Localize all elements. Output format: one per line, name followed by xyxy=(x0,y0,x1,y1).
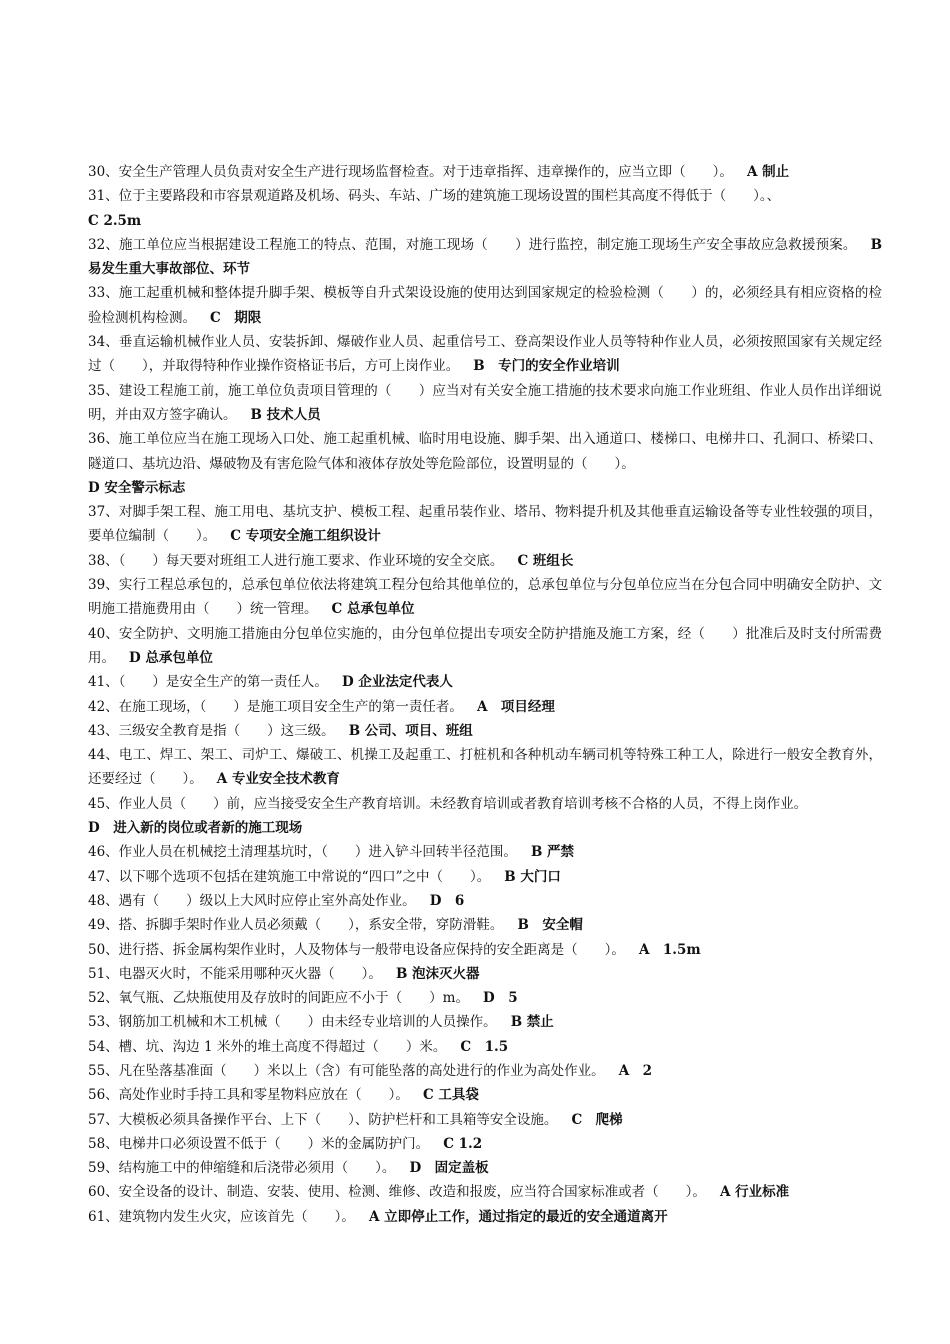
question-item xyxy=(88,670,882,694)
answer-text: D 企业法定代表人 xyxy=(341,674,453,691)
question-item xyxy=(88,1180,882,1204)
answer-text: B 禁止 xyxy=(510,1014,554,1031)
question-item xyxy=(88,622,882,671)
question-text: 30、安全生产管理人员负责对安全生产进行现场监督检查。对于违章指挥、违章操作的，应当立即（ ）。 xyxy=(88,164,733,180)
question-text: 40、安全防护、文明施工措施由分包单位实施的，由分包单位提出专项安全防护措施及施工方案，经（ ）批准后及时支付所需费用。 xyxy=(88,625,882,666)
question-item xyxy=(88,1035,882,1059)
answer-text: A 1.5m xyxy=(638,941,701,958)
question-text: 31、位于主要路段和市容景观道路及机场、码头、车站、广场的建筑施工现场设置的围栏其高度不得低于（ ）。、 xyxy=(88,188,781,205)
question-text: 53、钢筋加工机械和木工机械（ ）由未经专业培训的人员操作。 xyxy=(88,1014,497,1031)
answer-text: B 技术人员 xyxy=(250,406,321,423)
question-item xyxy=(88,1156,882,1180)
answer-text: B 严禁 xyxy=(530,844,575,861)
answer-text: B 大门口 xyxy=(504,868,561,885)
question-item xyxy=(88,986,882,1010)
question-text: 41、（ ）是安全生产的第一责任人。 xyxy=(88,674,328,691)
question-item xyxy=(88,233,896,282)
question-text: 48、遇有（ ）级以上大风时应停止室外高处作业。 xyxy=(88,892,416,909)
answer-text: C 2.5m xyxy=(88,212,142,229)
answer-text: C 1.2 xyxy=(443,1135,483,1152)
question-text: 54、槽、坑、沟边 1 米外的堆土高度不得超过（ ）米。 xyxy=(88,1038,447,1055)
question-item xyxy=(88,938,882,962)
answer-text: B 易发生重大事故部位、环节 xyxy=(88,236,896,278)
question-text: 46、作业人员在机械挖土清理基坑时，（ ）进入铲斗回转半径范围。 xyxy=(88,844,517,861)
question-text: 38、（ ）每天要对班组工人进行施工要求、作业环境的安全交底。 xyxy=(88,552,504,569)
question-text: 32、施工单位应当根据建设工程施工的特点、范围，对施工现场（ ）进行监控，制定施工现场生产安全事故应急救援预案。 xyxy=(88,236,857,253)
question-item xyxy=(88,1010,882,1034)
answer-text: C 爬梯 xyxy=(571,1111,623,1128)
question-item xyxy=(88,427,882,500)
question-item xyxy=(88,1205,882,1229)
question-text: 50、进行搭、拆金属构架作业时，人及物体与一般带电设备应保持的安全距离是（ ）。 xyxy=(88,941,625,958)
question-text: 39、实行工程总承包的，总承包单位依法将建筑工程分包给其他单位的，总承包单位与分包单位应当在分包合同中明确安全防护、文明施工措施费用由（ ）统一管理。 xyxy=(88,577,882,618)
answer-text: B 公司、项目、班组 xyxy=(348,722,473,739)
question-item xyxy=(88,962,882,986)
answer-text: A 行业标准 xyxy=(719,1184,790,1201)
question-item xyxy=(88,695,882,719)
answer-text: C 班组长 xyxy=(517,552,574,569)
answer-text: D 6 xyxy=(429,892,465,909)
question-text: 51、电器灭火时，不能采用哪种灭火器（ ）。 xyxy=(88,965,382,982)
question-item xyxy=(88,1108,882,1132)
question-text: 36、施工单位应当在施工现场入口处、施工起重机械、临时用电设施、脚手架、出入通道口、楼梯口、电梯井口、孔洞口、桥梁口、隧道口、基坑边沿、爆破物及有害危险气体和液体存放处等危险部位，设置明显的（ ）。 xyxy=(88,431,882,472)
answer-text: B 专门的安全作业培训 xyxy=(473,358,620,375)
question-text: 33、施工起重机械和整体提升脚手架、模板等自升式架设设施的使用达到国家规定的检验检测（ ）的，必须经具有相应资格的检验检测机构检测。 xyxy=(88,285,882,326)
answer-text: C 工具袋 xyxy=(422,1087,479,1104)
question-text: 58、电梯井口必须设置不低于（ ）米的金属防护门。 xyxy=(88,1135,430,1152)
question-item xyxy=(88,1083,882,1107)
question-list xyxy=(88,160,896,1229)
answer-text: B 安全帽 xyxy=(517,917,583,934)
question-text: 45、作业人员（ ）前，应当接受安全生产教育培训。未经教育培训或者教育培训考核不合格的人员，不得上岗作业。 xyxy=(88,795,808,812)
answer-text: D 进入新的岗位或者新的施工现场 xyxy=(88,820,303,837)
question-text: 55、凡在坠落基准面（ ）米以上（含）有可能坠落的高处进行的作业为高处作业。 xyxy=(88,1062,605,1079)
question-item xyxy=(88,573,882,622)
answer-text: D 总承包单位 xyxy=(129,649,213,666)
answer-text: B 泡沫灭火器 xyxy=(395,965,480,982)
question-item xyxy=(88,865,882,889)
answer-text: C 专项安全施工组织设计 xyxy=(230,528,381,545)
question-item xyxy=(88,889,882,913)
answer-text: A 立即停止工作，通过指定的最近的安全通道离开 xyxy=(368,1208,668,1225)
question-text: 44、电工、焊工、架工、司炉工、爆破工、机操工及起重工、打桩机和各种机动车辆司机等特殊工种工人，除进行一般安全教育外，还要经过（ ）。 xyxy=(88,747,882,788)
answer-text: A 制止 xyxy=(746,164,790,180)
question-item xyxy=(88,743,882,792)
question-text: 49、搭、拆脚手架时作业人员必须戴（ ），系安全带，穿防滑鞋。 xyxy=(88,917,504,934)
answer-text: A 2 xyxy=(618,1062,653,1079)
answer-text: C 总承包单位 xyxy=(331,601,415,618)
answer-text: C 期限 xyxy=(210,309,262,326)
question-item xyxy=(88,1132,882,1156)
question-text: 43、三级安全教育是指（ ）这三级。 xyxy=(88,722,335,739)
answer-text: A 项目经理 xyxy=(476,698,555,715)
question-item xyxy=(88,160,882,184)
question-item xyxy=(88,1059,882,1083)
answer-text: A 专业安全技术教育 xyxy=(216,771,340,788)
question-item xyxy=(88,330,882,379)
question-item xyxy=(88,500,882,549)
answer-text: D 安全警示标志 xyxy=(88,479,186,496)
question-text: 35、建设工程施工前，施工单位负责项目管理的（ ）应当对有关安全施工措施的技术要求向施工作业班组、作业人员作出详细说明，并由双方签字确认。 xyxy=(88,382,882,423)
question-item xyxy=(88,379,882,428)
question-text: 60、安全设备的设计、制造、安装、使用、检测、维修、改造和报废，应当符合国家标准或者（ ）。 xyxy=(88,1184,706,1201)
answer-text: D 固定盖板 xyxy=(409,1160,489,1177)
question-item xyxy=(88,840,882,864)
question-text: 42、在施工现场，（ ）是施工项目安全生产的第一责任者。 xyxy=(88,698,463,715)
question-item xyxy=(88,719,882,743)
question-text: 37、对脚手架工程、施工用电、基坑支护、模板工程、起重吊装作业、塔吊、物料提升机及其他垂直运输设备等专业性较强的项目，要单位编制（ ）。 xyxy=(88,504,882,545)
question-text: 52、氧气瓶、乙炔瓶使用及存放时的间距应不小于（ ）m。 xyxy=(88,990,469,1007)
question-text: 34、垂直运输机械作业人员、安装拆卸、爆破作业人员、起重信号工、登高架设作业人员等特种作业人员，必须按照国家有关规定经过（ ），并取得特种作业操作资格证书后，方可上岗作业。 xyxy=(88,334,882,375)
question-text: 57、大模板必须具备操作平台、上下（ ）、防护栏杆和工具箱等安全设施。 xyxy=(88,1111,558,1128)
question-item xyxy=(88,184,882,233)
question-item xyxy=(88,913,882,937)
answer-text: D 5 xyxy=(482,990,518,1007)
question-text: 56、高处作业时手持工具和零星物料应放在（ ）。 xyxy=(88,1087,409,1104)
question-item xyxy=(88,549,882,573)
question-item xyxy=(88,281,882,330)
question-item xyxy=(88,792,882,841)
question-text: 61、建筑物内发生火灾，应该首先（ ）。 xyxy=(88,1208,355,1225)
answer-text: C 1.5 xyxy=(460,1038,509,1055)
question-text: 59、结构施工中的伸缩缝和后浇带必须用（ ）。 xyxy=(88,1160,396,1177)
question-text: 47、以下哪个选项不包括在建筑施工中常说的“四口”之中（ ）。 xyxy=(88,868,491,885)
